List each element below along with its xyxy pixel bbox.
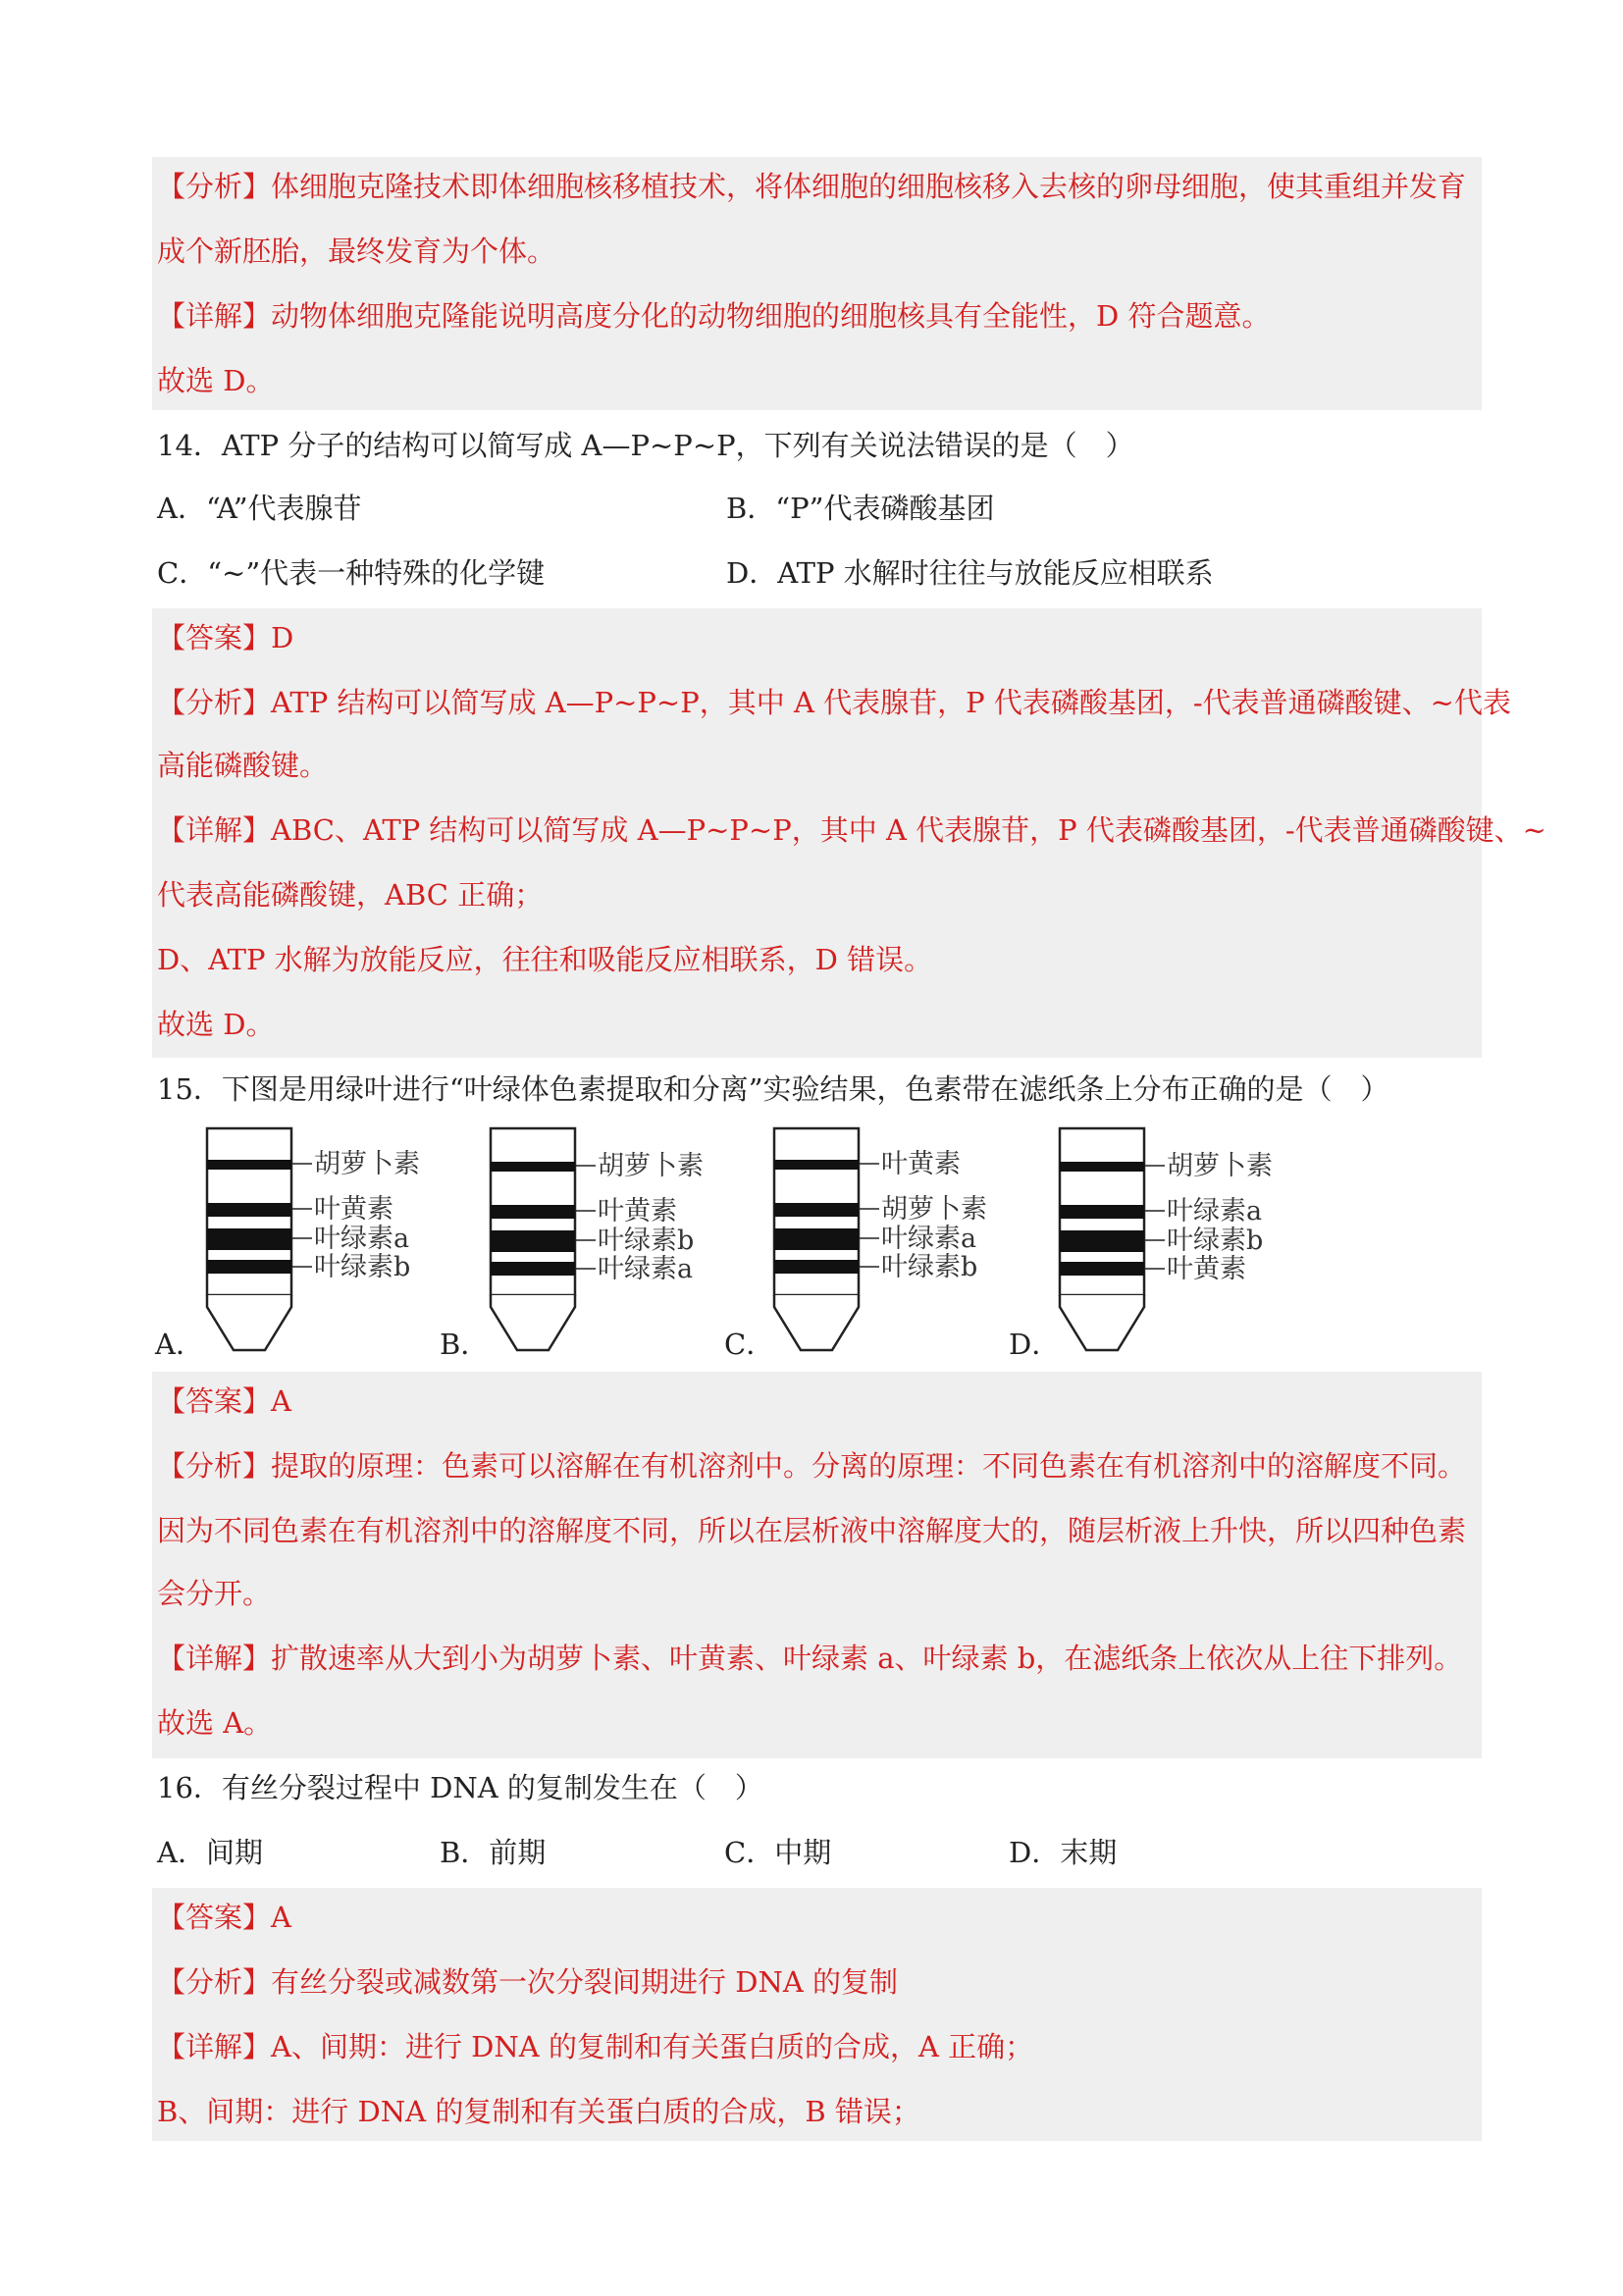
strip-c-label-3: 叶绿素a bbox=[881, 1224, 977, 1254]
strip-b-diagram bbox=[488, 1126, 713, 1357]
detail-text: A、间期：进行 DNA 的复制和有关蛋白质的合成，A 正确； bbox=[271, 2030, 1034, 2063]
strip-c-label-4: 叶绿素b bbox=[881, 1252, 978, 1282]
solution-block-15 bbox=[152, 1372, 1482, 1758]
strip-a-label-1: 胡萝卜素 bbox=[314, 1149, 420, 1179]
analysis-line bbox=[157, 1446, 1466, 1486]
answer-value: A bbox=[271, 1384, 291, 1418]
strip-c-label-2: 胡萝卜素 bbox=[881, 1194, 987, 1225]
q14-option-b[interactable]: B．“P”代表磷酸基团 bbox=[726, 492, 995, 525]
detail-line bbox=[157, 1639, 1462, 1678]
strip-d-label-3: 叶绿素b bbox=[1167, 1226, 1264, 1256]
chromatography-strip-c bbox=[771, 1126, 997, 1361]
analysis-line: 因为不同色素在有机溶剂中的溶解度不同，所以在层析液中溶解度大的，随层析液上升快，所以四种色素 bbox=[157, 1514, 1467, 1547]
conclusion-line: 故选 D。 bbox=[157, 364, 275, 397]
analysis-line bbox=[157, 1962, 898, 2002]
figure-d-letter[interactable]: D． bbox=[1009, 1328, 1061, 1361]
answer-value: A bbox=[271, 1901, 291, 1934]
analysis-text: 提取的原理：色素可以溶解在有机溶剂中。分离的原理：不同色素在有机溶剂中的溶解度不同。 bbox=[271, 1449, 1467, 1483]
strip-b-label-4: 叶绿素a bbox=[598, 1254, 694, 1284]
question-15-stem: 15．下图是用绿叶进行“叶绿体色素提取和分离”实验结果，色素带在滤纸条上分布正确的是（ ） bbox=[157, 1072, 1389, 1106]
strip-c-diagram bbox=[771, 1126, 997, 1357]
conclusion-line: 故选 D。 bbox=[157, 1008, 275, 1041]
conclusion-line: 故选 A。 bbox=[157, 1706, 273, 1740]
strip-b-label-2: 叶黄素 bbox=[598, 1196, 677, 1226]
analysis-tag: 【分析】 bbox=[157, 1449, 272, 1483]
figure-c-letter[interactable]: C． bbox=[724, 1328, 775, 1361]
strip-b-label-1: 胡萝卜素 bbox=[598, 1151, 704, 1181]
question-16-stem: 16．有丝分裂过程中 DNA 的复制发生在（ ） bbox=[157, 1771, 763, 1804]
detail-line bbox=[157, 2027, 1033, 2066]
analysis-tag: 【分析】 bbox=[157, 686, 272, 719]
strip-d-label-2: 叶绿素a bbox=[1167, 1196, 1263, 1226]
detail-line: B、间期：进行 DNA 的复制和有关蛋白质的合成，B 错误； bbox=[157, 2095, 920, 2128]
answer-tag: 【答案】 bbox=[157, 1901, 272, 1934]
detail-text: 动物体细胞克隆能说明高度分化的动物细胞的细胞核具有全能性，D 符合题意。 bbox=[271, 299, 1271, 333]
detail-line bbox=[157, 810, 1546, 850]
q16-option-d[interactable]: D．末期 bbox=[1009, 1836, 1118, 1869]
answer-line bbox=[157, 1898, 291, 1937]
q16-option-a[interactable]: A．间期 bbox=[157, 1836, 263, 1869]
answer-value: D bbox=[271, 621, 294, 654]
answer-line bbox=[157, 618, 293, 657]
analysis-line bbox=[157, 167, 1466, 206]
detail-line: D、ATP 水解为放能反应，往往和吸能反应相联系，D 错误。 bbox=[157, 943, 933, 976]
analysis-text: ATP 结构可以简写成 A—P~P~P，其中 A 代表腺苷，P 代表磷酸基团，-代表普通磷酸键、~代表 bbox=[271, 686, 1511, 719]
question-14-stem: 14．ATP 分子的结构可以简写成 A—P~P~P，下列有关说法错误的是（ ） bbox=[157, 429, 1134, 462]
analysis-text: 体细胞克隆技术即体细胞核移植技术，将体细胞的细胞核移入去核的卵母细胞，使其重组并发育 bbox=[271, 170, 1467, 203]
detail-tag: 【详解】 bbox=[157, 299, 272, 333]
q14-option-d[interactable]: D．ATP 水解时往往与放能反应相联系 bbox=[726, 556, 1214, 590]
answer-tag: 【答案】 bbox=[157, 621, 272, 654]
answer-tag: 【答案】 bbox=[157, 1384, 272, 1418]
analysis-line: 高能磷酸键。 bbox=[157, 749, 329, 782]
figure-a-letter[interactable]: A． bbox=[155, 1328, 204, 1361]
strip-a-label-2: 叶黄素 bbox=[314, 1194, 393, 1225]
detail-line: 代表高能磷酸键，ABC 正确； bbox=[157, 878, 544, 912]
detail-text: ABC、ATP 结构可以简写成 A—P~P~P，其中 A 代表腺苷，P 代表磷酸基团，-代表普通磷酸键、~ bbox=[271, 813, 1546, 847]
strip-a-label-3: 叶绿素a bbox=[314, 1224, 410, 1254]
detail-tag: 【详解】 bbox=[157, 1642, 272, 1675]
analysis-line: 成个新胚胎，最终发育为个体。 bbox=[157, 235, 556, 268]
figure-b-letter[interactable]: B． bbox=[440, 1328, 490, 1361]
strip-a-diagram bbox=[204, 1126, 420, 1357]
detail-line bbox=[157, 296, 1271, 336]
chromatography-strip-d bbox=[1057, 1126, 1283, 1361]
analysis-tag: 【分析】 bbox=[157, 170, 272, 203]
strip-d-label-4: 叶黄素 bbox=[1167, 1254, 1246, 1284]
strip-a-label-4: 叶绿素b bbox=[314, 1252, 411, 1282]
detail-tag: 【详解】 bbox=[157, 2030, 272, 2063]
q16-option-c[interactable]: C．中期 bbox=[724, 1836, 832, 1869]
detail-tag: 【详解】 bbox=[157, 813, 272, 847]
answer-line bbox=[157, 1382, 291, 1421]
chromatography-strip-a bbox=[204, 1126, 420, 1361]
q14-option-a[interactable]: A．“A”代表腺苷 bbox=[157, 492, 362, 525]
strip-b-label-3: 叶绿素b bbox=[598, 1226, 695, 1256]
analysis-tag: 【分析】 bbox=[157, 1965, 272, 1999]
analysis-line bbox=[157, 683, 1511, 722]
strip-d-diagram bbox=[1057, 1126, 1283, 1357]
q14-option-c[interactable]: C．“~”代表一种特殊的化学键 bbox=[157, 556, 546, 590]
detail-text: 扩散速率从大到小为胡萝卜素、叶黄素、叶绿素 a、叶绿素 b，在滤纸条上依次从上往下排列。 bbox=[271, 1642, 1463, 1675]
q16-option-b[interactable]: B．前期 bbox=[440, 1836, 547, 1869]
analysis-text: 有丝分裂或减数第一次分裂间期进行 DNA 的复制 bbox=[271, 1965, 899, 1999]
analysis-line: 会分开。 bbox=[157, 1577, 272, 1610]
strip-c-label-1: 叶黄素 bbox=[881, 1149, 961, 1179]
chromatography-strip-b bbox=[488, 1126, 713, 1361]
strip-d-label-1: 胡萝卜素 bbox=[1167, 1151, 1273, 1181]
